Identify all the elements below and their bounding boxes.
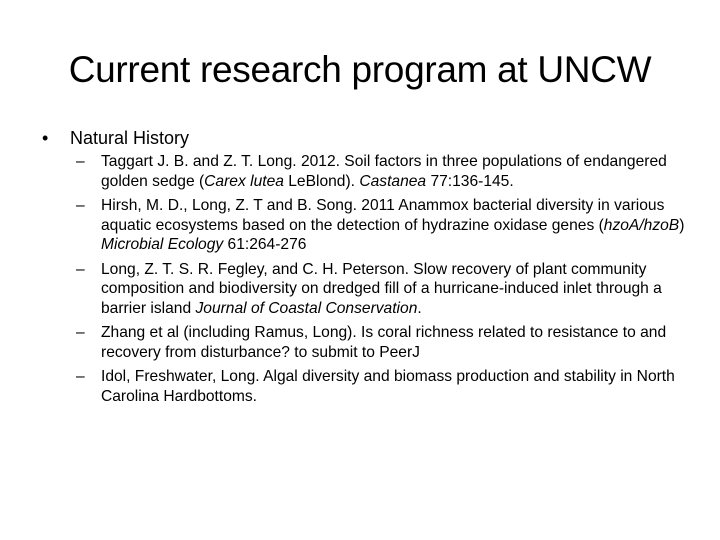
reference-text: . <box>417 299 422 317</box>
journal-name: Castanea <box>359 172 427 190</box>
journal-name: Microbial Ecology <box>101 236 224 253</box>
reference-text: LeBlond). <box>283 172 360 190</box>
bullet-icon: • <box>42 128 49 148</box>
slide-body <box>40 126 690 411</box>
reference-item <box>40 152 690 191</box>
reference-item <box>40 367 690 406</box>
reference-text: Hirsh, M. D., Long, Z. T and B. Song. 2011 Anammox bacterial diversity in various aquatic ecosystems based on the detection of hydrazine oxidase genes ( <box>101 197 665 234</box>
dash-icon: – <box>76 197 85 214</box>
dash-icon: – <box>76 368 85 385</box>
dash-icon: – <box>76 153 85 170</box>
reference-text: ) <box>679 216 685 234</box>
reference-item <box>40 260 690 319</box>
reference-list <box>40 152 690 406</box>
species-name: Carex lutea <box>204 172 284 190</box>
reference-text: 61:264-276 <box>223 236 307 253</box>
dash-icon: – <box>76 324 85 341</box>
reference-item <box>40 323 690 362</box>
slide-title: Current research program at UNCW <box>68 49 652 90</box>
dash-icon: – <box>76 260 85 278</box>
reference-text: Zhang et al (including Ramus, Long). Is coral richness related to resistance to and recovery from disturbance? to submit to PeerJ <box>101 324 667 361</box>
reference-text: Taggart J. B. and Z. T. Long. 2012. Soil factors in three populations of endangered golden sedge ( <box>101 153 667 190</box>
section-label: Natural History <box>70 128 190 148</box>
reference-item <box>40 196 690 255</box>
gene-name: hzoA/hzoB <box>603 216 680 234</box>
reference-text: Long, Z. T. S. R. Fegley, and C. H. Peterson. Slow recovery of plant community composition and biodiversity on dredged fill of a hurricane-induced inlet through a barrier island <box>101 260 662 317</box>
journal-name: Journal of Coastal Conservation <box>195 299 418 317</box>
section-natural-history <box>40 126 690 152</box>
reference-text: Idol, Freshwater, Long. Algal diversity and biomass production and stability in North Carolina Hardbottoms. <box>101 368 675 405</box>
reference-text: 77:136-145. <box>426 172 514 190</box>
